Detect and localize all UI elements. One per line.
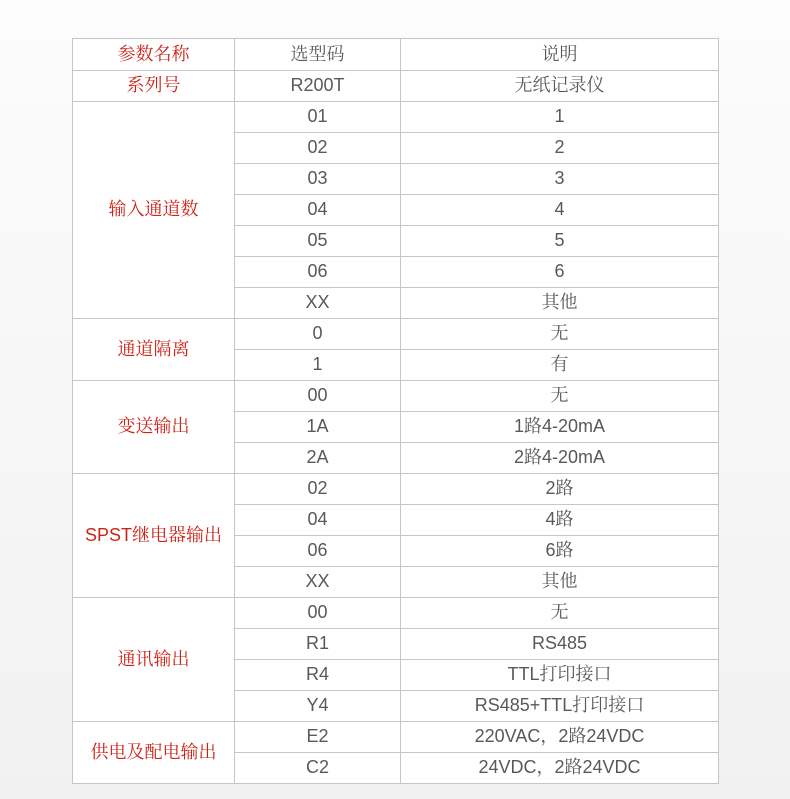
column-header-description: 说明 — [401, 39, 719, 71]
selection-code-cell: E2 — [235, 722, 401, 753]
table-row — [73, 598, 719, 629]
description-cell: 4 — [401, 195, 719, 226]
selection-code-cell: 02 — [235, 474, 401, 505]
selection-code-cell: 00 — [235, 598, 401, 629]
description-cell: 无 — [401, 381, 719, 412]
description-cell: 其他 — [401, 288, 719, 319]
selection-code-cell: 05 — [235, 226, 401, 257]
description-cell: 220VAC，2路24VDC — [401, 722, 719, 753]
selection-code-cell: R200T — [235, 71, 401, 102]
selection-code-cell: R1 — [235, 629, 401, 660]
parameter-name-cell: 通讯输出 — [73, 598, 235, 722]
selection-code-cell: R4 — [235, 660, 401, 691]
description-cell: 无纸记录仪 — [401, 71, 719, 102]
description-cell: 无 — [401, 598, 719, 629]
description-cell: 1路4-20mA — [401, 412, 719, 443]
parameter-name-cell: SPST继电器输出 — [73, 474, 235, 598]
selection-code-cell: XX — [235, 567, 401, 598]
parameter-name-cell: 系列号 — [73, 71, 235, 102]
description-cell: 24VDC，2路24VDC — [401, 753, 719, 784]
column-header-parameter-name: 参数名称 — [73, 39, 235, 71]
selection-code-cell: 06 — [235, 257, 401, 288]
product-selection-guide — [72, 0, 718, 784]
column-header-selection-code: 选型码 — [235, 39, 401, 71]
selection-code-cell: 01 — [235, 102, 401, 133]
selection-code-cell: 04 — [235, 505, 401, 536]
description-cell: 1 — [401, 102, 719, 133]
description-cell: 2路4-20mA — [401, 443, 719, 474]
selection-code-cell: C2 — [235, 753, 401, 784]
table-header-row — [73, 39, 719, 71]
parameter-name-cell: 输入通道数 — [73, 102, 235, 319]
table-body — [73, 71, 719, 784]
selection-code-cell: Y4 — [235, 691, 401, 722]
selection-code-cell: 2A — [235, 443, 401, 474]
selection-code-cell: XX — [235, 288, 401, 319]
description-cell: 4路 — [401, 505, 719, 536]
selection-code-cell: 1 — [235, 350, 401, 381]
table-row — [73, 722, 719, 753]
description-cell: 有 — [401, 350, 719, 381]
description-cell: 无 — [401, 319, 719, 350]
table-row — [73, 474, 719, 505]
table-row — [73, 102, 719, 133]
selection-code-cell: 06 — [235, 536, 401, 567]
description-cell: 2路 — [401, 474, 719, 505]
selection-code-cell: 1A — [235, 412, 401, 443]
description-cell: 其他 — [401, 567, 719, 598]
selection-code-cell: 02 — [235, 133, 401, 164]
parameter-name-cell: 通道隔离 — [73, 319, 235, 381]
description-cell: TTL打印接口 — [401, 660, 719, 691]
description-cell: 6 — [401, 257, 719, 288]
table-row — [73, 71, 719, 102]
description-cell: RS485+TTL打印接口 — [401, 691, 719, 722]
description-cell: 2 — [401, 133, 719, 164]
table-row — [73, 319, 719, 350]
table-row — [73, 381, 719, 412]
selection-code-cell: 03 — [235, 164, 401, 195]
description-cell: 3 — [401, 164, 719, 195]
selection-code-cell: 00 — [235, 381, 401, 412]
parameter-name-cell: 变送输出 — [73, 381, 235, 474]
selection-code-cell: 0 — [235, 319, 401, 350]
description-cell: 6路 — [401, 536, 719, 567]
model-selection-table — [72, 38, 719, 784]
selection-code-cell: 04 — [235, 195, 401, 226]
parameter-name-cell: 供电及配电输出 — [73, 722, 235, 784]
description-cell: RS485 — [401, 629, 719, 660]
description-cell: 5 — [401, 226, 719, 257]
